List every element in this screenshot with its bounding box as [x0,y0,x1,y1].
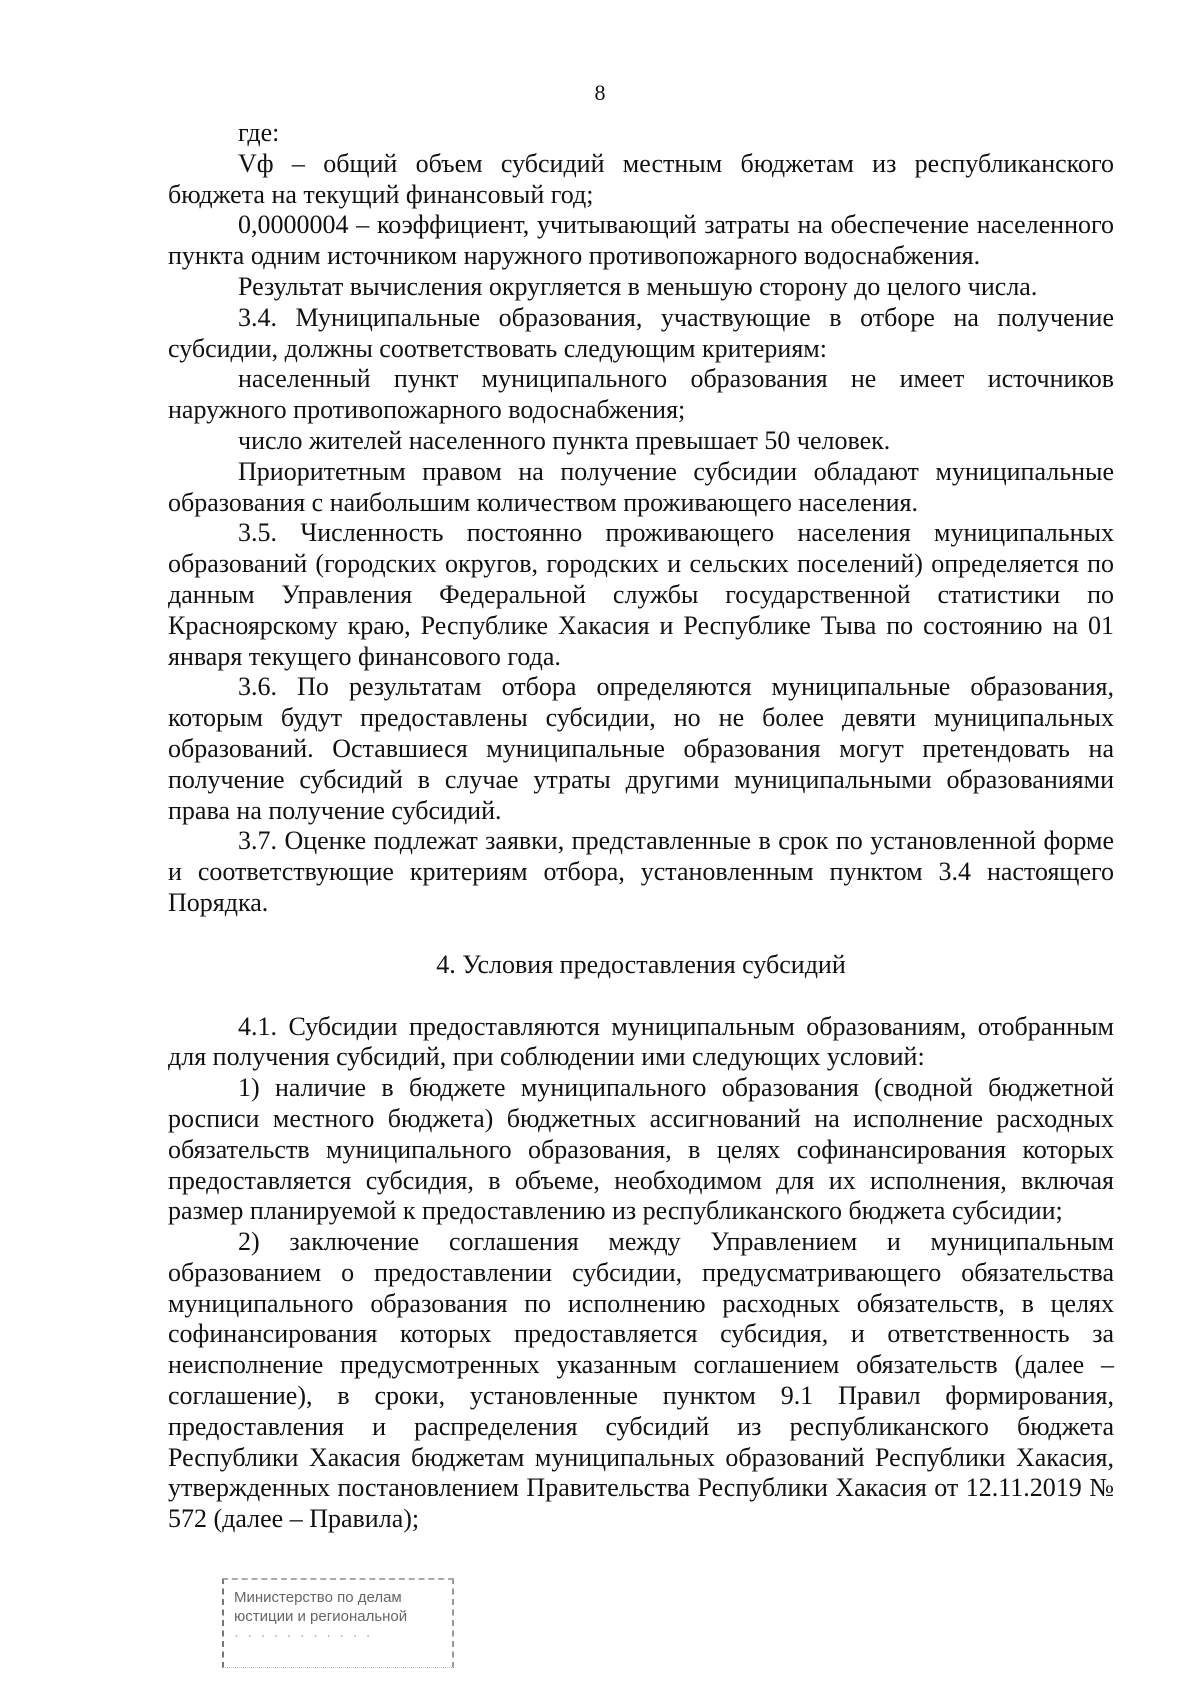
paragraph: 1) наличие в бюджете муниципального образования (сводной бюджетной росписи местного бюджета) бюджетных ассигнований на исполнение расходных обязательств муниципального образования, в целях софинансирования которых предоставляется субсидия, в объеме, необходимом для их исполнения, включая размер планируемой к предоставлению из республиканского бюджета субсидии; [168,1073,1114,1226]
paragraph: Результат вычисления округляется в меньшую сторону до целого числа. [238,271,1038,301]
paragraph: 3.5. Численность постоянно проживающего населения муниципальных образований (городских округов, городских и сельских поселений) определяется по данным Управления Федеральной службы государственной статистики по Красноярскому краю, Республике Хакасия и Республике Тыва по состоянию на 01 января текущего финансового года. [168,518,1114,671]
stamp-faint-line: · · · · · · · · · · · [234,1627,373,1644]
stamp-line: Министерство по делам [234,1589,402,1606]
section-heading: 4. Условия предоставления субсидий [436,949,846,979]
paragraph: 3.6. По результатам отбора определяются муниципальные образования, которым будут предоставлены субсидии, но не более девяти муниципальных образований. Оставшиеся муниципальные образования могут претендовать на получение субсидий в случае утраты другими муниципальными образованиями права на получение субсидий. [168,672,1114,825]
paragraph: 4.1. Субсидии предоставляются муниципальным образованиям, отобранным для получения субсидий, при соблюдении ими следующих условий: [168,1011,1114,1072]
page-number: 8 [594,80,606,105]
paragraph: где: [238,118,280,147]
paragraph: число жителей населенного пункта превышает 50 человек. [238,425,891,455]
paragraph: 3.4. Муниципальные образования, участвующие в отборе на получение субсидии, должны соответствовать следующим критериям: [168,302,1114,363]
paragraph: Vф – общий объем субсидий местным бюджетам из республиканского бюджета на текущий финансовый год; [168,148,1114,209]
paragraph: 2) заключение соглашения между Управлением и муниципальным образованием о предоставлении субсидии, предусматривающего обязательства муниципального образования по исполнению расходных обязательств, в целях софинансирования которых предоставляется субсидия, и ответственность за неисполнение предусмотренных указанным соглашением обязательств (далее – соглашение), в сроки, установленные пунктом 9.1 Правил формирования, предоставления и распределения субсидий из республиканского бюджета Республики Хакасия бюджетам муниципальных образований Республики Хакасия, утвержденных постановлением Правительства Республики Хакасия от 12.11.2019 № 572 (далее – Правила); [168,1227,1114,1534]
document-body [168,118,1114,1535]
registration-stamp [222,1578,454,1668]
paragraph: Приоритетным правом на получение субсидии обладают муниципальные образования с наибольшим количеством проживающего населения. [168,456,1114,517]
paragraph: 0,0000004 – коэффициент, учитывающий затраты на обеспечение населенного пункта одним источником наружного противопожарного водоснабжения. [168,210,1114,271]
paragraph: населенный пункт муниципального образования не имеет источников наружного противопожарного водоснабжения; [168,364,1114,425]
stamp-line: юстиции и региональной [234,1608,408,1625]
paragraph: 3.7. Оценке подлежат заявки, представленные в срок по установленной форме и соответствующие критериям отбора, установленным пунктом 3.4 настоящего Порядка. [168,826,1114,917]
